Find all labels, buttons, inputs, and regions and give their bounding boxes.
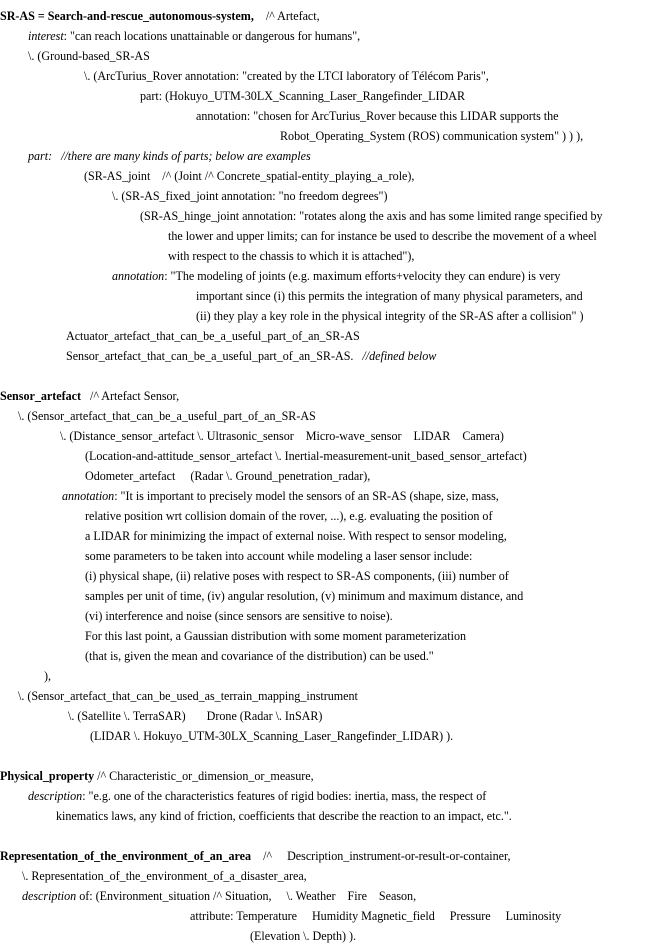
text-run: : "It is important to precisely model the sensors of an SR-AS (shape, size, mass, [114, 489, 499, 503]
section-sr-as [0, 6, 650, 366]
text-line [0, 166, 650, 186]
text-run: Physical_property [0, 769, 95, 783]
text-run: \. Representation_of_the_environment_of_a_disaster_area, [22, 869, 307, 883]
text-run: attribute: Temperature Humidity Magnetic_field Pressure Luminosity [190, 909, 562, 923]
text-line [0, 646, 650, 666]
text-line [0, 706, 650, 726]
text-run: part: [28, 149, 53, 163]
text-line [0, 86, 650, 106]
text-run: SR-AS = Search-and-rescue_autonomous-system, [0, 9, 254, 23]
text-run: some parameters to be taken into account while modeling a laser sensor include: [85, 549, 473, 563]
text-line [0, 546, 650, 566]
text-run: : "The modeling of joints (e.g. maximum efforts+velocity they can endure) is very [164, 269, 561, 283]
text-run: Robot_Operating_System (ROS) communication system" ) ) ), [280, 129, 584, 143]
text-line [0, 66, 650, 86]
text-line [0, 146, 650, 166]
text-run: /^ Characteristic_or_dimension_or_measure, [94, 769, 314, 783]
text-line [0, 346, 650, 366]
text-run: Odometer_artefact (Radar \. Ground_penetration_radar), [85, 469, 371, 483]
text-line [0, 886, 650, 906]
text-run: \. (Satellite \. TerraSAR) Drone (Radar \. InSAR) [68, 709, 323, 723]
text-run: Sensor_artefact_that_can_be_a_useful_part_of_an_SR-AS. [66, 349, 354, 363]
text-run: important since (i) this permits the integration of many physical parameters, and [196, 289, 583, 303]
text-run: interest [28, 29, 64, 43]
text-run: (ii) they play a key role in the physical integrity of the SR-AS after a collision" ) [196, 309, 584, 323]
section-heading-line [0, 846, 650, 866]
text-run: /^ (Joint /^ Concrete_spatial-entity_playing_a_role), [150, 169, 415, 183]
text-run: /^ Description_instrument-or-result-or-container, [251, 849, 511, 863]
text-run: : "can reach locations unattainable or dangerous for humans", [63, 29, 361, 43]
text-run: (vi) interference and noise (since sensors are sensitive to noise). [85, 609, 393, 623]
section-gap [0, 826, 650, 846]
text-line [0, 246, 650, 266]
text-run: \. (Sensor_artefact_that_can_be_used_as_terrain_mapping_instrument [18, 689, 358, 703]
text-run: \. (Distance_sensor_artefact \. Ultrasonic_sensor Micro-wave_sensor LIDAR Camera) [60, 429, 504, 443]
text-run: (i) physical shape, (ii) relative poses with respect to SR-AS components, (iii) number of [85, 569, 509, 583]
text-line [0, 526, 650, 546]
text-run: /^ Artefact Sensor, [80, 389, 180, 403]
text-line [0, 326, 650, 346]
text-run: /^ Artefact, [253, 9, 320, 23]
text-run: description [28, 789, 83, 803]
text-line [0, 46, 650, 66]
text-run: (Location-and-attitude_sensor_artefact \. Inertial-measurement-unit_based_sensor_artefact) [85, 449, 527, 463]
text-line [0, 926, 650, 946]
text-line [0, 206, 650, 226]
section-heading-line [0, 766, 650, 786]
text-run: relative position wrt collision domain of the rover, ...), e.g. evaluating the position of [85, 509, 493, 523]
text-run: description [22, 889, 77, 903]
text-run: part: (Hokuyo_UTM-30LX_Scanning_Laser_Rangefinder_LIDAR [140, 89, 466, 103]
text-run: with respect to the chassis to which it is attached"), [168, 249, 415, 263]
text-run: \. (ArcTurius_Rover annotation: "created by the LTCI laboratory of Télécom Paris", [84, 69, 489, 83]
text-line [0, 606, 650, 626]
text-run: annotation [112, 269, 165, 283]
text-run: (Elevation \. Depth) ). [250, 929, 356, 943]
text-run: (that is, given the mean and covariance of the distribution) can be used." [85, 649, 434, 663]
text-run: : "e.g. one of the characteristics features of rigid bodies: inertia, mass, the respect of [82, 789, 487, 803]
text-run: For this last point, a Gaussian distribution with some moment parameterization [85, 629, 467, 643]
text-line [0, 786, 650, 806]
text-run: Actuator_artefact_that_can_be_a_useful_part_of_an_SR-AS [66, 329, 360, 343]
text-line [0, 466, 650, 486]
section-representation-of-environment [0, 846, 650, 946]
text-line [0, 626, 650, 646]
text-run: \. (Ground-based_SR-AS [28, 49, 150, 63]
text-line [0, 306, 650, 326]
text-line [0, 406, 650, 426]
section-gap [0, 366, 650, 386]
text-run: annotation [62, 489, 115, 503]
text-line [0, 426, 650, 446]
text-run: \. (Sensor_artefact_that_can_be_a_useful_part_of_an_SR-AS [18, 409, 316, 423]
document-content [0, 6, 650, 946]
text-line [0, 126, 650, 146]
section-physical-property [0, 766, 650, 826]
text-run: Sensor_artefact [0, 389, 81, 403]
text-run: //there are many kinds of parts; below are examples [61, 149, 311, 163]
text-run: samples per unit of time, (iv) angular resolution, (v) minimum and maximum distance, and [85, 589, 524, 603]
text-run: ), [44, 669, 52, 683]
text-line [0, 106, 650, 126]
text-line [0, 726, 650, 746]
text-line [0, 566, 650, 586]
text-line [0, 486, 650, 506]
section-sensor-artefact [0, 386, 650, 746]
text-run: (SR-AS_hinge_joint annotation: "rotates along the axis and has some limited range specified by [140, 209, 603, 223]
text-line [0, 806, 650, 826]
text-run: \. (SR-AS_fixed_joint annotation: "no freedom degrees") [112, 189, 388, 203]
text-line [0, 286, 650, 306]
text-line [0, 186, 650, 206]
text-run: (SR-AS_joint [84, 169, 151, 183]
text-line [0, 26, 650, 46]
text-run: of: (Environment_situation /^ Situation, \. Weather Fire Season, [76, 889, 417, 903]
text-line [0, 666, 650, 686]
text-line [0, 266, 650, 286]
text-run: annotation: "chosen for ArcTurius_Rover because this LIDAR supports the [196, 109, 559, 123]
text-run: the lower and upper limits; can for instance be used to describe the movement of a wheel [168, 229, 597, 243]
text-line [0, 586, 650, 606]
text-run: kinematics laws, any kind of friction, coefficients that describe the reaction to an impact, etc.". [56, 809, 512, 823]
section-heading-line [0, 6, 650, 26]
text-run: a LIDAR for minimizing the impact of external noise. With respect to sensor modeling, [85, 529, 507, 543]
text-line [0, 226, 650, 246]
text-run [52, 149, 61, 163]
text-line [0, 866, 650, 886]
text-run: (LIDAR \. Hokuyo_UTM-30LX_Scanning_Laser_Rangefinder_LIDAR) ). [90, 729, 454, 743]
text-line [0, 686, 650, 706]
section-gap [0, 746, 650, 766]
text-line [0, 906, 650, 926]
text-run: Representation_of_the_environment_of_an_area [0, 849, 252, 863]
text-line [0, 446, 650, 466]
section-heading-line [0, 386, 650, 406]
text-line [0, 506, 650, 526]
text-run: //defined below [362, 349, 437, 363]
